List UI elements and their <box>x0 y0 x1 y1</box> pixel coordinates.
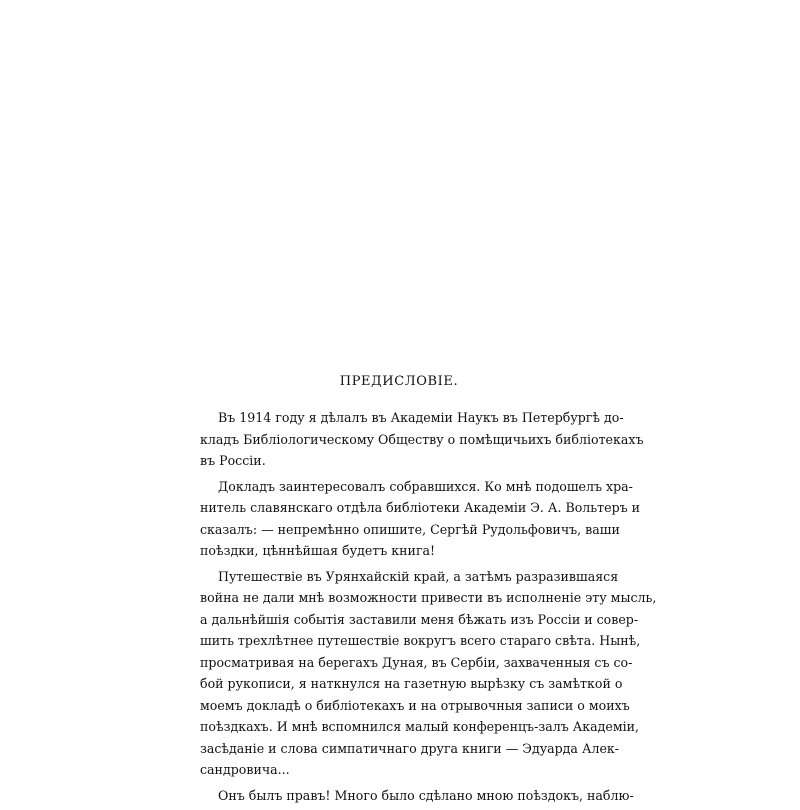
paragraph-line: сандровича... <box>200 762 290 777</box>
paragraph-2 <box>200 476 641 562</box>
paragraph-line: Онъ былъ правъ! Много было сдѣлано мною поѣздокъ, наблю- <box>218 787 634 803</box>
paragraph-line: а дальнѣйшія событія заставили меня бѣжать изъ Россіи и совер- <box>200 611 639 627</box>
paragraph-line: бой рукописи, я наткнулся на газетную вырѣзку съ замѣткой о <box>200 676 623 691</box>
paragraph-line: засѣданіе и слова симпатичнаго друга книги — Эдуарда Алек- <box>200 740 620 756</box>
paragraph-4 <box>200 785 634 807</box>
paragraph-line: поѣздкахъ. И мнѣ вспомнился малый конференцъ-залъ Академіи, <box>200 719 640 734</box>
page-title: ПРЕДИСЛОВІЕ. <box>339 374 459 389</box>
paragraph-3 <box>200 566 657 781</box>
paragraph-line: въ Россіи. <box>200 453 266 468</box>
paragraph-line: Докладъ заинтересовалъ собравшихся. Ко мнѣ подошелъ хра- <box>218 478 633 494</box>
preface-text-block <box>200 372 657 810</box>
paragraph-line: сказалъ: — непремѣнно опишите, Сергѣй Рудольфовичъ, ваши <box>200 521 620 537</box>
paragraph-line: Путешествіе въ Урянхайскій край, а затѣмъ разразившаяся <box>218 568 619 584</box>
paragraph-line: моемъ докладѣ о библіотекахъ и на отрывочныя записи о моихъ <box>200 697 630 713</box>
paragraph-line: просматривая на берегахъ Дуная, въ Сербіи, захваченныя съ со- <box>200 654 633 670</box>
paragraph-line: нитель славянскаго отдѣла библіотеки Академіи Э. А. Вольтеръ и <box>200 500 641 515</box>
paragraph-1 <box>200 407 644 472</box>
paragraph-line: шить трехлѣтнее путешествіе вокругъ всего стараго свѣта. Нынѣ, <box>200 633 641 648</box>
paragraph-line: война не дали мнѣ возможности привести въ исполненіе эту мысль, <box>200 590 657 605</box>
paragraph-line: поѣздки, цѣннѣйшая будетъ книга! <box>200 543 436 558</box>
paragraph-line: Въ 1914 году я дѣлалъ въ Академіи Наукъ въ Петербургѣ до- <box>218 410 624 425</box>
paragraph-line: кладъ Библіологическому Обществу о помѣщичьихъ библіотекахъ <box>200 431 644 447</box>
